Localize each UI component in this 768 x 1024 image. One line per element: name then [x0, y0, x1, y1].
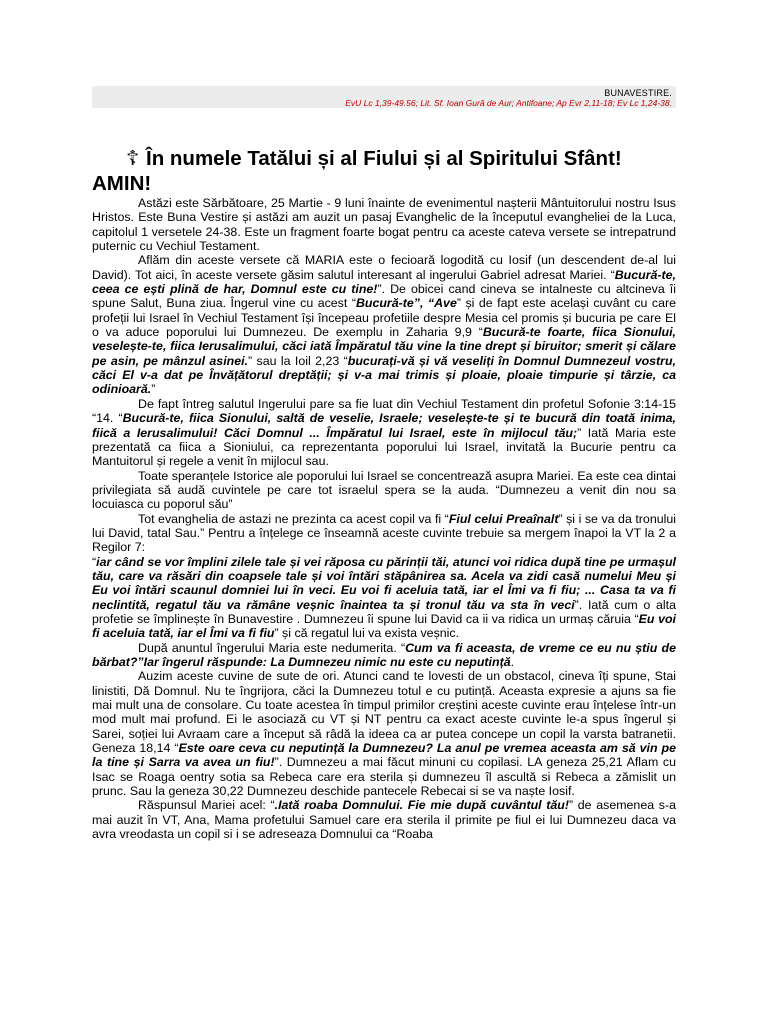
body-text: Aflăm din aceste versete că MARIA este o fecioară logodită cu Iosif (un descendent de-al lui David). Tot aici, în aceste versete găsim salutul interesant al ingerului Gabriel adresat Mariei. “	[92, 253, 676, 282]
page-title	[92, 146, 676, 196]
scripture-quote: Bucură-te, ceea ce ești plină de har, Domnul este cu tine!	[92, 267, 676, 297]
paragraph	[92, 798, 676, 841]
body-text: ” sau la Ioil 2,23 “	[247, 353, 348, 368]
scripture-quote: Bucură-te, fiica Sionului, saltă de veselie, Israele; veselește-te și te bucură din toată inima, fiică a Ierusalimului! Căci Domnul ... Împăratul lui Israel, este în mijlocul tău;	[92, 411, 676, 440]
body-text: ”	[151, 382, 156, 397]
body-text: “	[92, 554, 97, 569]
paragraph	[92, 253, 676, 396]
body-text: ”. Dumnezeu a mai făcut minuni cu copilasi. LA geneza 25,21 Aflam cu Isac se Roaga oentry sotia sa Rebeca care era sterila și dumnezeu îl ascultă si Rebeca a zămislit un prunc. Sau la geneza 30,22 Dumnezeu deschide pantecele Rebecai si se va naște Iosif.	[92, 755, 676, 799]
body-text: .	[510, 655, 515, 669]
body-text: ” de asemenea s-a mai auzit în VT, Ana, Mama profetului Samuel care era sterila il primite pe fiul ei lui Dumnezeu daca va avra vreodasta un copil si i se adreseaza Domnului ca “Roaba	[92, 798, 676, 842]
body-text: ”. Iată cum o alta profetie se împlinește în Bunavestire . Dumnezeu îi spune lui David ca ii va ridica un urmaș căruia “	[92, 597, 676, 626]
scripture-quote: Bucură-te foarte, fiica Sionului, veselește-te, fiica Ierusalimului, căci iată Împăratul tău vine la tine drept și biruitor; smerit și călare pe asin, pe mânzul asinei.	[92, 325, 676, 368]
header-scripture-refs: EvU Lc 1,39-49.56; Lit. Sf. Ioan Gură de Aur; Antifoane; Ap Evr 2,11-18; Ev Lc 1,24-38.	[345, 98, 672, 108]
paragraph	[92, 512, 676, 555]
body-text: ” și i se va da tronului lui David, tatal Sau.” Pentru a înțelege ce înseamnă aceste cuvinte trebuie sa mergem înapoi la VT la 2 a Regilor 7:	[92, 511, 676, 555]
body-text: După anuntul îngerului Maria este nedumerita. “	[138, 640, 406, 655]
scripture-quote: iar când se vor împlini zilele tale și vei răposa cu părinții tăi, atunci voi ridica după tine pe urmașul tău, care va răsări din coapsele tale și voi întări stăpânirea sa. Acela va zidi casă numelui Meu și Eu voi întări scaunul domniei lui în veci. Eu voi fi aceluia tată, iar el Îmi va fi fiu; ... Casa ta va fi neclintită, regatul tău va rămâne veșnic înaintea ta și tronul tău va sta în veci	[92, 554, 676, 612]
scripture-quote: .Iată roaba Domnului. Fie mie după cuvântul tău!	[274, 798, 569, 813]
paragraph	[92, 555, 676, 641]
paragraph	[92, 641, 676, 670]
title-text: În numele Tatălui și al Fiului și al Spiritului Sfânt! AMIN!	[92, 147, 622, 195]
paragraph	[92, 469, 676, 512]
scripture-quote: bucurați-vă și vă veseliți în Domnul Dumnezeul vostru, căci El v-a dat pe Învățătorul dreptății; și v-a mai trimis și ploaie, ploaie timpurie și târzie, ca odinioară.	[92, 353, 677, 397]
header-title: BUNAVESTIRE.	[604, 88, 672, 98]
scripture-quote: Este oare ceva cu neputință la Dumnezeu? La anul pe vremea aceasta am să vin pe la tine și Sarra va avea un fiu!	[92, 741, 676, 770]
paragraph	[92, 669, 676, 798]
sermon-body	[92, 196, 676, 841]
scripture-quote: Bucură-te”, “Ave	[355, 296, 457, 311]
scripture-quote: Fiul celui Preaînalt	[448, 511, 559, 526]
body-text: Toate speranțele Istorice ale poporului lui Israel se concentrează asupra Mariei. Ea este cea dintai privilegiata să audă cuvintele pe care tot israelul spera se la auda. “Dumnezeu a venit din nou sa locuiasca cu poporul său”	[92, 468, 676, 512]
scripture-quote: Eu voi fi aceluia tată, iar el Îmi va fi fiu	[92, 611, 676, 641]
paragraph	[92, 196, 676, 253]
scripture-quote: Cum va fi aceasta, de vreme ce eu nu știu de bărbat?”Iar îngerul răspunde: La Dumnezeu nimic nu este cu neputință	[92, 640, 676, 669]
body-text: ” și de fapt este același cuvânt cu care profeții lui Israel în Vechiul Testament își începeau profetiile despre Mesia cel promis și bucuria pe care El o va aduce poporului lui Dumnezeu. De exemplu in Zaharia 9,9 “	[92, 296, 676, 340]
body-text: Răspunsul Mariei acel: “	[138, 798, 275, 813]
paragraph	[92, 397, 676, 469]
body-text: Tot evanghelia de astazi ne prezinta ca acest copil va fi “	[138, 511, 449, 526]
body-text: ”. De obicei cand cineva se intalneste cu altcineva îi spune Salut, Buna ziua. Îngerul vine cu acest “	[92, 282, 677, 311]
body-text: Auzim aceste cuvine de sute de ori. Atunci cand te lovesti de un obstacol, cineva îți spune, Stai linistiti, Dă Domnul. Nu te îngrijora, căci la Dumnezeu totul e cu putință. Aceasta expresie a ajuns sa fie mai mult una de consolare. Cu toate acestea în timpul primilor creștini aceste cuvinte erau înțelese într-un mod mult mai profund. Ei le asociază cu VT și NT pentru ca exact aceste cuvinte le-a spus îngerul și Sarei, soției lui Avraam care a început să râdă la ideea ca ar putea concepe un copil la varsta batranetii. Geneza 18,14 “	[92, 669, 676, 756]
body-text: ” Iată Maria este prezentată ca fiica a Sioniului, ca reprezentanta poporului lui Israel, invitată la Bucurie pentru ca Mantuitorul și regele a venit în mijlocul sau.	[92, 425, 676, 469]
body-text: De fapt întreg salutul Ingerului pare sa fie luat din Vechiul Testament din profetul Sofonie 3:14-15 “14. “	[92, 396, 676, 426]
orthodox-cross-icon: ☦	[126, 147, 140, 170]
body-text: Astăzi este Sărbătoare, 25 Martie - 9 luni înainte de evenimentul nașterii Mântuitorului nostru Isus Hristos. Este Buna Vestire și astăzi am auzit un pasaj Evanghelic de la începutul evangheliei de la Luca, capitolul 1 versetele 24-38. Este un fragment foarte bogat pentru ca aceste cateva versete se intrepatrund puternic cu Vechiul Testament.	[92, 196, 676, 254]
body-text: ” și că regatul lui va exista veșnic.	[274, 626, 460, 641]
